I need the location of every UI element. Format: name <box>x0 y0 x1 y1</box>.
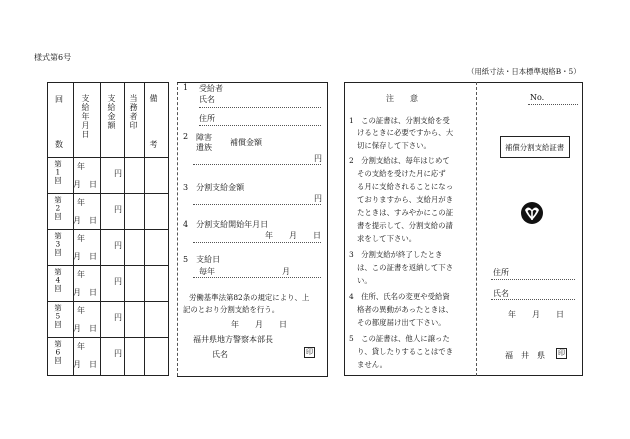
note-line: たときは、すみやかにこの証 <box>357 208 454 217</box>
item1-address-label: 住所 <box>199 114 215 123</box>
item2-label: 補償金額 <box>230 138 262 147</box>
official-seal: 印 <box>306 348 313 356</box>
statement-date: 年 月 日 <box>231 320 287 329</box>
header-kai: 回 <box>55 95 63 104</box>
row-3-kai: 第3回 <box>53 232 63 256</box>
note-line: 3 分割支給が終了したとき <box>349 250 443 259</box>
middle-top-border <box>177 82 328 83</box>
row-5-monthday: 月 日 <box>73 324 97 333</box>
item1-name-line <box>199 107 321 108</box>
statement-line-2: 記のとおり分割支給を行う。 <box>183 305 280 314</box>
item2-num: 2 <box>183 132 189 141</box>
row-3-yen: 円 <box>114 241 122 250</box>
item4-date: 年 月 日 <box>265 231 321 240</box>
note-line: ません。 <box>357 360 388 369</box>
fold-line-right <box>476 82 477 376</box>
cover-address-label: 住所 <box>493 268 509 277</box>
note-line: 格者の異動があったときは、 <box>357 305 454 314</box>
row-4-kai: 第4回 <box>53 268 63 292</box>
item5-month: 月 <box>282 267 290 276</box>
row-1-monthday: 月 日 <box>73 180 97 189</box>
item4-date-line <box>193 242 321 243</box>
note-line: 5 この証書は、他人に譲った <box>349 334 450 343</box>
row-5-kai: 第5回 <box>53 304 63 328</box>
row-5-year: 年 <box>77 306 85 315</box>
middle-bottom-border <box>177 376 328 377</box>
header-kai-bottom: 数 <box>55 140 63 149</box>
item2-title-a: 障害 <box>196 133 212 142</box>
cover-no-label: No. <box>530 93 545 102</box>
row-1-year: 年 <box>77 162 85 171</box>
row-6-year: 年 <box>77 342 85 351</box>
cover-name-line <box>491 299 575 300</box>
cover-no-line <box>528 104 578 105</box>
statement-line-1: 労働基準法第82条の規定により、上 <box>189 293 310 302</box>
row-4-yen: 円 <box>114 277 122 286</box>
row-4-year: 年 <box>77 270 85 279</box>
item1-address-line <box>199 125 321 126</box>
certificate-title: 補償分割支給証書 <box>505 143 565 152</box>
item2-title-b: 遺族 <box>196 143 212 152</box>
item2-amount-line <box>193 164 321 165</box>
cover-address-line <box>491 279 575 280</box>
note-line: その支給を受けた月に応ず <box>357 169 446 178</box>
paper-spec: （用紙寸法・日本標準規格B・5） <box>467 67 581 76</box>
note-line: り、貸したりすることはでき <box>357 347 454 356</box>
header-biko: 備考 <box>149 94 158 186</box>
fukui-emblem-icon <box>520 201 544 225</box>
middle-right-border <box>327 82 328 376</box>
item3-yen: 円 <box>314 194 322 203</box>
row-3-monthday: 月 日 <box>73 252 97 261</box>
row-2-year: 年 <box>77 198 85 207</box>
fold-line-left <box>177 82 178 376</box>
cover-date: 年 月 日 <box>508 310 564 319</box>
signer-label: 氏名 <box>212 350 228 359</box>
row-6-monthday: 月 日 <box>73 360 97 369</box>
header-shikyu-amount: 支給金額 <box>107 94 116 130</box>
note-line: けるときに必要ですから、大 <box>357 128 454 137</box>
note-line: は、この証書を返納して下さ <box>357 263 454 272</box>
cover-name-label: 氏名 <box>493 289 509 298</box>
note-line: い。 <box>357 276 372 285</box>
row-6-kai: 第6回 <box>53 340 63 364</box>
item3: 3 分割支給金額 <box>183 183 245 192</box>
note-line: 書を提示して、分割支給の請 <box>357 221 453 230</box>
form-number: 様式第6号 <box>34 53 72 62</box>
item5: 5 支給日 <box>183 255 221 264</box>
note-line: 4 住所、氏名の変更や受給資 <box>349 292 450 301</box>
note-line: 1 この証書は、分割支給を受 <box>349 116 450 125</box>
row-4-monthday: 月 日 <box>73 288 97 297</box>
row-3-year: 年 <box>77 234 85 243</box>
note-line: 切に保存して下さい。 <box>357 141 431 150</box>
item1-title: 受給者 <box>199 84 223 93</box>
row-2-monthday: 月 日 <box>73 216 97 225</box>
cover-seal: 印 <box>558 349 565 357</box>
item5-every: 毎年 <box>199 267 215 276</box>
item4: 4 分割支給開始年月日 <box>183 220 269 229</box>
row-5-yen: 円 <box>114 313 122 322</box>
row-2-yen: 円 <box>114 205 122 214</box>
note-line: る月に支給されることになっ <box>357 182 454 191</box>
row-6-yen: 円 <box>114 349 122 358</box>
notes-title: 注 意 <box>386 94 418 103</box>
item5-line <box>193 277 321 278</box>
item2-yen: 円 <box>314 154 322 163</box>
note-line: その都度届け出て下さい。 <box>357 318 446 327</box>
note-line: 2 分割支給は、毎年はじめて <box>349 156 450 165</box>
item3-amount-line <box>193 204 321 205</box>
note-line: ておりますから、支給月がき <box>357 195 454 204</box>
row-1-yen: 円 <box>114 169 122 178</box>
item1-name-label: 氏名 <box>199 95 215 104</box>
row-2-kai: 第2回 <box>53 196 63 220</box>
header-tantou: 当務者印 <box>129 94 138 130</box>
row-1-kai: 第1回 <box>53 160 63 184</box>
item1-num: 1 <box>183 83 189 92</box>
header-shikyu-date: 支給年月日 <box>81 94 90 139</box>
cover-issuer: 福 井 県 <box>505 351 545 360</box>
office-name: 福井県地方警察本部長 <box>193 335 273 344</box>
note-line: 求をして下さい。 <box>357 234 417 243</box>
